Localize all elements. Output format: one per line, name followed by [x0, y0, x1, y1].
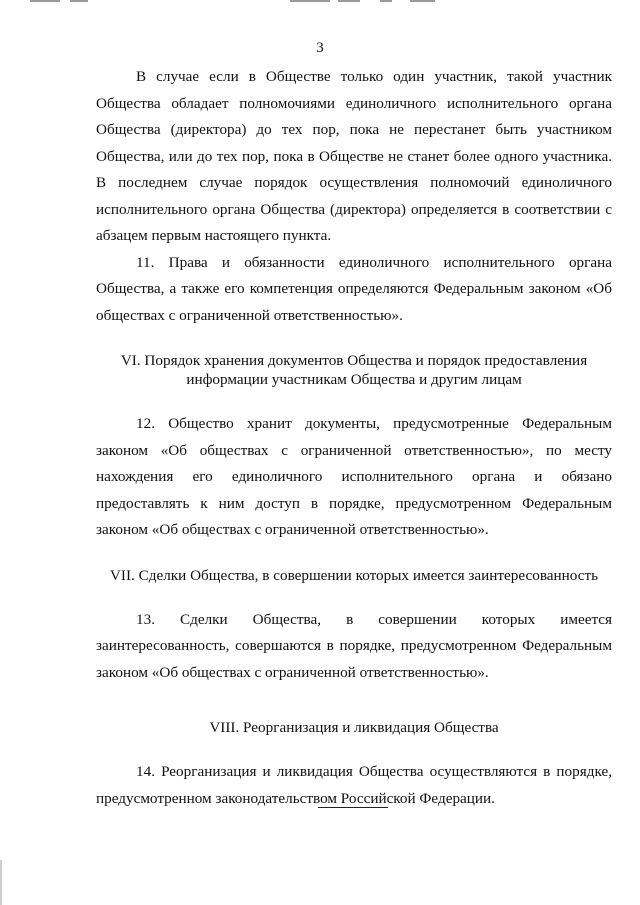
- paragraph-10-continuation: В случае если в Обществе только один участник, такой участник Общества обладает полномочиями единоличного исполнительного органа Общества (директора) до тех пор, пока не перестанет быть участником Общества, или до тех пор, пока в Обществе не станет более одного участника. В последнем случае порядок осуществления полномочий единоличного исполнительного органа Общества (директора) определяется в соответствии с абзацем первым настоящего пункта.: [96, 68, 612, 244]
- paragraph-12: 12. Общество хранит документы, предусмотренные Федеральным законом «Об обществах с ограниченной ответственностью», по месту нахождения его единоличного исполнительного органа и обязано предоставлять к ним доступ в порядке, предусмотренном Федеральным законом «Об обществах с ограниченной ответственностью».: [96, 415, 612, 538]
- document-body: [96, 64, 612, 812]
- section-heading-vi-line2: информации участникам Общества и другим лицам: [186, 371, 522, 388]
- scan-edge-shadow: [0, 860, 2, 905]
- page-number: 3: [316, 40, 324, 56]
- paragraph-13: 13. Сделки Общества, в совершении которых имеется заинтересованность, совершаются в порядке, предусмотренном Федеральным законом «Об обществах с ограниченной ответственностью».: [96, 610, 612, 681]
- section-heading-vi-line1: VI. Порядок хранения документов Общества и порядок предоставления: [120, 352, 588, 369]
- scan-edge-marks: [0, 0, 640, 4]
- section-heading-vii: VII. Сделки Общества, в совершении которых имеется заинтересованность: [109, 566, 599, 584]
- section-heading-viii: VIII. Реорганизация и ликвидация Общества: [209, 719, 499, 736]
- paragraph-14: 14. Реорганизация и ликвидация Общества осуществляются в порядке, предусмотренном законодательством Российской Федерации.: [96, 763, 612, 807]
- paragraph-11: 11. Права и обязанности единоличного исполнительного органа Общества, а также его компетенция определяются Федеральным законом «Об обществах с ограниченной ответственностью».: [96, 253, 612, 324]
- end-of-document-rule: [318, 807, 388, 808]
